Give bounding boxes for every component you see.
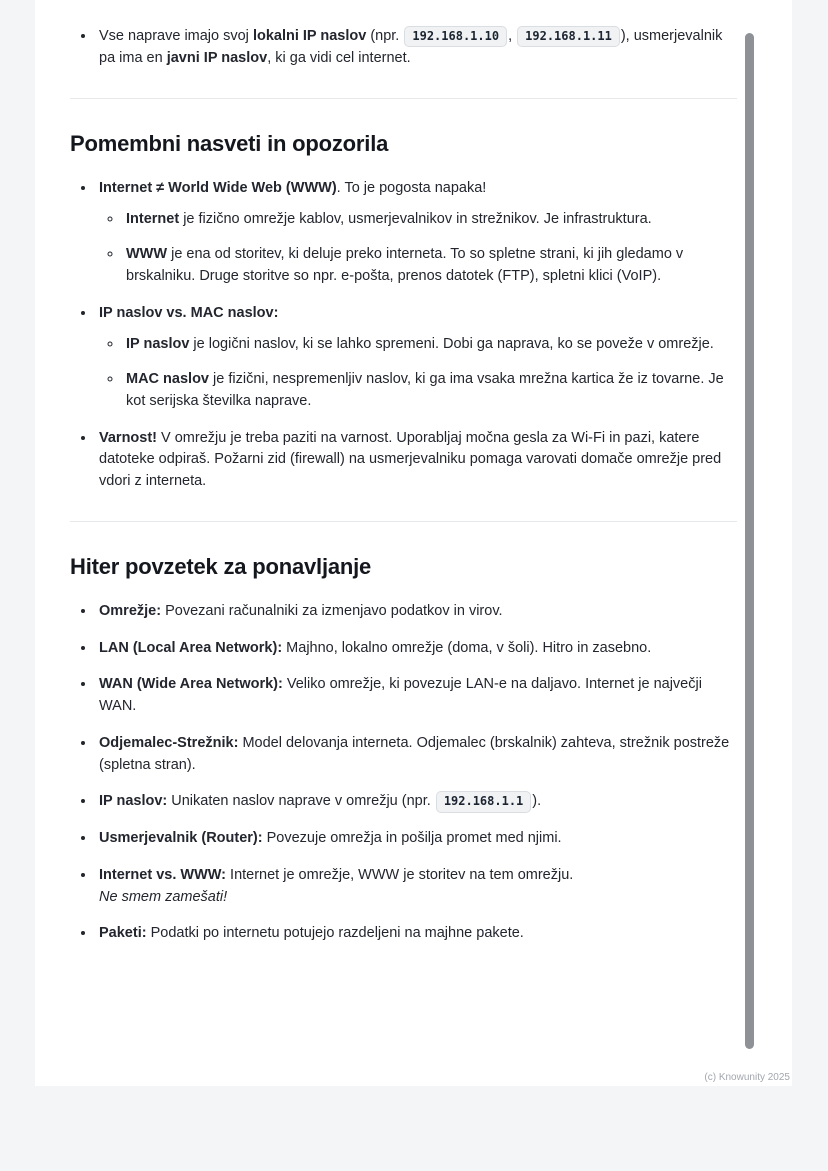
text-segment: Internet vs. WWW: bbox=[99, 866, 227, 883]
sub-list-item bbox=[123, 334, 737, 356]
list-item-text bbox=[99, 733, 737, 777]
text-segment: javni IP naslov bbox=[166, 49, 268, 66]
text-segment: WWW bbox=[126, 246, 168, 262]
sub-list-item bbox=[123, 209, 737, 231]
inline-code: 192.168.1.1 bbox=[436, 791, 531, 812]
list-item-text bbox=[99, 865, 737, 909]
text-segment: je logični naslov, ki se lahko spremeni. Dobi ga naprava, ko se poveže v omrežje. bbox=[189, 336, 714, 353]
inline-code: 192.168.1.10 bbox=[404, 26, 507, 47]
sub-list bbox=[99, 209, 737, 287]
text-segment: ), usmerjevalnik pa ima en bbox=[99, 28, 723, 66]
text-segment: IP naslov bbox=[126, 336, 190, 353]
text-segment: MAC naslov bbox=[126, 371, 209, 387]
text-segment: Podatki po internetu potujejo razdeljeni na majhne pakete. bbox=[146, 925, 524, 942]
scrollbar-thumb[interactable] bbox=[745, 33, 754, 1049]
text-segment: Internet je omrežje, WWW je storitev na tem omrežju. bbox=[226, 866, 574, 883]
list-item bbox=[96, 428, 737, 493]
list-item-text bbox=[99, 601, 737, 623]
text-segment: IP naslov vs. MAC naslov: bbox=[99, 304, 279, 321]
list-item bbox=[96, 601, 737, 623]
list-item-text bbox=[99, 428, 737, 493]
text-segment: , bbox=[508, 28, 517, 44]
section-divider bbox=[70, 98, 737, 99]
section-title-summary: Hiter povzetek za ponavljanje bbox=[70, 553, 372, 579]
sub-list-item bbox=[123, 244, 737, 288]
text-segment: Paketi: bbox=[99, 925, 147, 942]
list-item-text bbox=[99, 178, 737, 200]
list-item bbox=[96, 303, 737, 413]
text-segment: . To je pogosta napaka! bbox=[336, 179, 487, 196]
list-item-text bbox=[126, 244, 737, 288]
text-segment: lokalni IP naslov bbox=[252, 28, 367, 44]
text-segment: Odjemalec-Strežnik: bbox=[99, 734, 239, 751]
text-segment: je fizični, nespremenljiv naslov, ki ga ima vsaka mrežna kartica že iz tovarne. Je kot serijska številka naprave. bbox=[126, 371, 724, 409]
summary-list bbox=[70, 601, 737, 945]
list-item bbox=[96, 733, 737, 777]
text-segment: IP naslov: bbox=[99, 793, 168, 810]
text-segment: Usmerjevalnik (Router): bbox=[99, 830, 263, 846]
list-item bbox=[96, 638, 737, 660]
section-tips bbox=[70, 127, 737, 493]
list-item bbox=[96, 674, 737, 718]
text-segment: WAN (Wide Area Network): bbox=[99, 676, 283, 693]
section-title-tips: Pomembni nasveti in opozorila bbox=[70, 130, 389, 156]
text-segment: , ki ga vidi cel internet. bbox=[267, 49, 411, 66]
sub-list-item bbox=[123, 369, 737, 413]
list-item-text bbox=[99, 828, 737, 850]
list-item-text bbox=[126, 209, 737, 231]
list-item-text bbox=[99, 303, 737, 325]
text-segment: (npr. bbox=[366, 28, 404, 44]
text-segment: je ena od storitev, ki deluje preko interneta. To so spletne strani, ki jih gledamo v brskalniku. Druge storitve so npr. e-pošta, prenos datotek (FTP), spletni klici (VoIP). bbox=[126, 246, 684, 284]
text-segment: Majhno, lokalno omrežje (doma, v šoli). Hitro in zasebno. bbox=[282, 639, 652, 656]
list-item-text bbox=[99, 674, 737, 718]
text-segment: V omrežju je treba paziti na varnost. Uporabljaj močna gesla za Wi-Fi in pazi, katere datoteke odpiraš. Požarni zid (firewall) na usmerjevalniku pomaga varovati domače omrežje pred vdori z interneta. bbox=[99, 429, 722, 489]
text-segment: Omrežje: bbox=[99, 602, 162, 619]
text-segment: ). bbox=[532, 793, 542, 810]
text-segment: Ne smem zamešati! bbox=[99, 888, 228, 905]
text-segment: Povezani računalniki za izmenjavo podatkov in virov. bbox=[161, 602, 503, 619]
text-segment: Veliko omrežje, ki povezuje LAN-e na daljavo. Internet je največji WAN. bbox=[99, 676, 702, 714]
list-item-text bbox=[99, 923, 737, 945]
text-segment: je fizično omrežje kablov, usmerjevalnikov in strežnikov. Je infrastruktura. bbox=[179, 211, 652, 228]
list-item-text bbox=[126, 334, 737, 356]
intro-list bbox=[70, 26, 737, 70]
copyright-notice: (c) Knowunity 2025 bbox=[704, 1072, 790, 1083]
list-item bbox=[96, 923, 737, 945]
list-item-text bbox=[99, 638, 737, 660]
list-item bbox=[96, 791, 737, 813]
section-summary bbox=[70, 550, 737, 945]
text-segment: Model delovanja interneta. Odjemalec (brskalnik) zahteva, strežnik postreže (spletna stran). bbox=[99, 734, 730, 773]
text-segment: LAN (Local Area Network): bbox=[99, 639, 283, 656]
list-item bbox=[96, 178, 737, 288]
document-page bbox=[35, 0, 792, 1086]
list-item bbox=[96, 865, 737, 909]
text-segment: Povezuje omrežja in pošilja promet med njimi. bbox=[262, 830, 562, 846]
list-item bbox=[96, 26, 737, 70]
list-item-text bbox=[99, 26, 737, 70]
inline-code: 192.168.1.11 bbox=[517, 26, 620, 47]
tips-list bbox=[70, 178, 737, 493]
section-divider bbox=[70, 521, 737, 522]
text-segment: Unikaten naslov naprave v omrežju (npr. bbox=[167, 793, 435, 810]
list-item-text bbox=[126, 369, 737, 413]
text-segment: Internet bbox=[126, 211, 180, 228]
text-segment: Vse naprave imajo svoj bbox=[99, 28, 253, 44]
list-item-text bbox=[99, 791, 737, 813]
sub-list bbox=[99, 334, 737, 412]
list-item bbox=[96, 828, 737, 850]
text-segment: Varnost! bbox=[99, 429, 158, 446]
text-segment: Internet ≠ World Wide Web (WWW) bbox=[99, 179, 337, 196]
